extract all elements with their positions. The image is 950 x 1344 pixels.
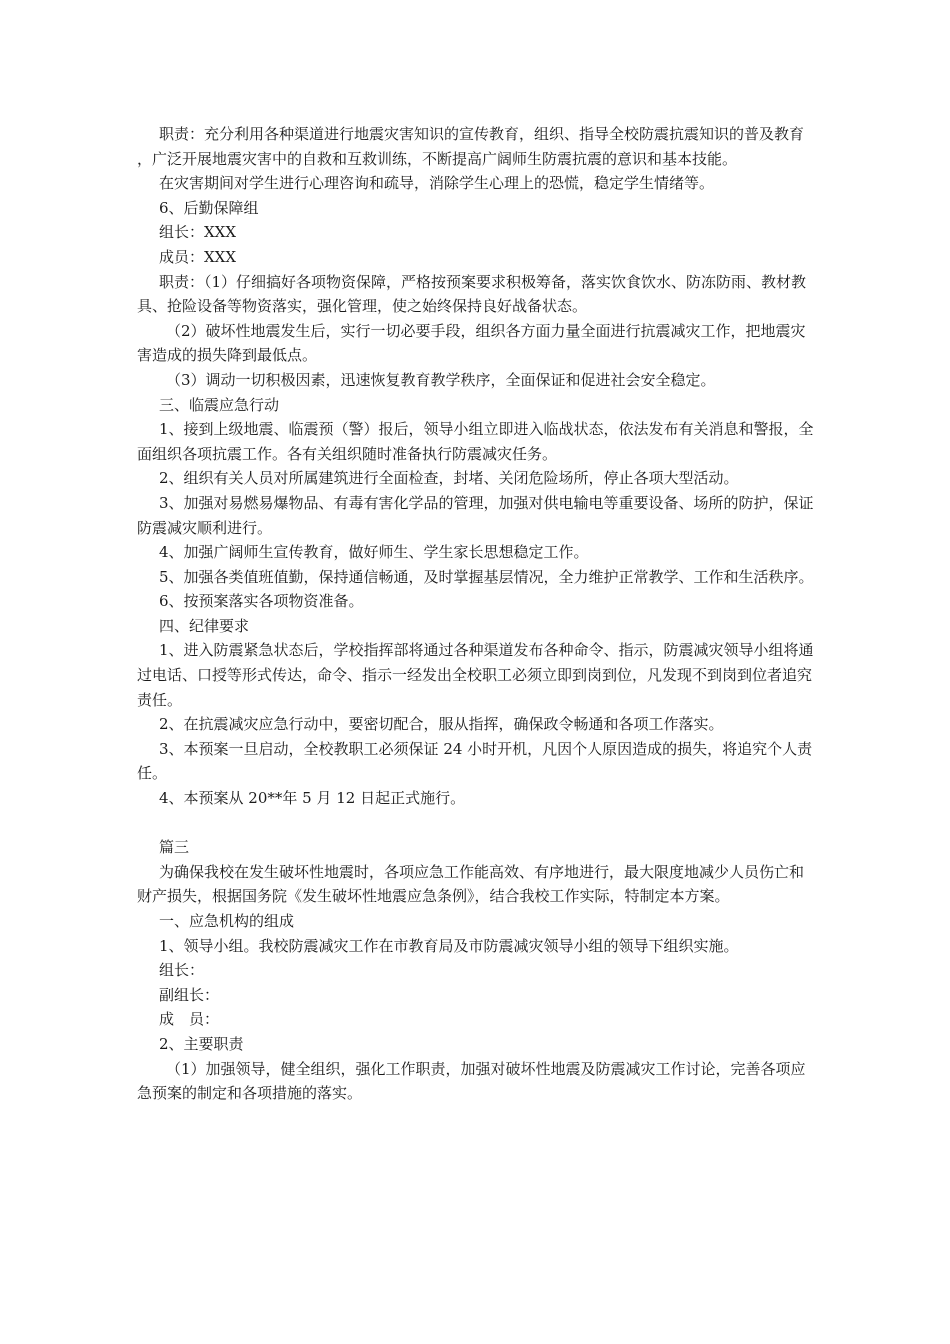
paragraph: 4、本预案从 20**年 5 月 12 日起正式施行。 [159,789,466,808]
paragraph: 职责：充分利用各种渠道进行地震灾害知识的宣传教育，组织、指导全校防震抗震知识的普及教育，广泛开展地震灾害中的自救和互救训练，不断提高广阔师生防震抗震的意识和基本技能。 [137,125,805,168]
paragraph: 4、加强广阔师生宣传教育，做好师生、学生家长思想稳定工作。 [159,543,589,562]
paragraph: 组长：XXX [159,223,237,242]
paragraph: 一、应急机构的组成 [159,912,295,930]
paragraph: 1、接到上级地震、临震预（警）报后，领导小组立即进入临战状态，依法发布有关消息和警报，全面组织各项抗震工作。各有关组织随时准备执行防震减灾任务。 [137,420,814,463]
paragraph: 5、加强各类值班值勤，保持通信畅通，及时掌握基层情况，全力维护正常教学、工作和生活秩序。 [159,567,814,586]
paragraph: 在灾害期间对学生进行心理咨询和疏导，消除学生心理上的恐慌，稳定学生情绪等。 [159,174,715,193]
paragraph: 1、领导小组。我校防震减灾工作在市教育局及市防震减灾领导小组的领导下组织实施。 [159,936,739,955]
paragraph: （2）破坏性地震发生后，实行一切必要手段，组织各方面力量全面进行抗震减灾工作，把地震灾害造成的损失降到最低点。 [137,321,806,365]
paragraph: 篇三 [159,838,190,857]
paragraph: 四、纪律要求 [159,616,250,635]
paragraph: 6、按预案落实各项物资准备。 [159,592,364,611]
paragraph: 2、在抗震减灾应急行动中，要密切配合，服从指挥，确保政令畅通和各项工作落实。 [159,715,724,734]
paragraph: 2、组织有关人员对所属建筑进行全面检查，封堵、关闭危险场所，停止各项大型活动。 [159,469,739,488]
paragraph: 3、本预案一旦启动，全校教职工必须保证 24 小时开机，凡因个人原因造成的损失，将追究个人责任。 [137,739,813,783]
paragraph: 成员：XXX [159,247,237,266]
paragraph: 成 员： [159,1010,220,1029]
paragraph: 为确保我校在发生破坏性地震时，各项应急工作能高效、有序地进行，最大限度地减少人员伤亡和财产损失，根据国务院《发生破坏性地震应急条例》，结合我校工作实际，特制定本方案。 [137,862,805,906]
paragraph: 1、进入防震紧急状态后，学校指挥部将通过各种渠道发布各种命令、指示，防震减灾领导小组将通过电话、口授等形式传达，命令、指示一经发出全校职工必须立即到岗到位，凡发现不到岗到位者追究责任。 [137,641,814,709]
paragraph: 职责：（1）仔细搞好各项物资保障，严格按预案要求积极筹备，落实饮食饮水、防冻防雨、教材教具、抢险设备等物资落实，强化管理，使之始终保持良好战备状态。 [137,272,807,316]
paragraph: （3）调动一切积极因素，迅速恢复教育教学秩序，全面保证和促进社会安全稳定。 [166,370,716,389]
blank-line [137,811,817,836]
paragraph: 副组长： [159,985,220,1004]
paragraph: （1）加强领导，健全组织，强化工作职责，加强对破坏性地震及防震减灾工作讨论，完善各项应急预案的制定和各项措施的落实。 [137,1059,806,1103]
paragraph: 3、加强对易燃易爆物品、有毒有害化学品的管理，加强对供电输电等重要设备、场所的防护，保证防震减灾顺利进行。 [137,493,814,537]
paragraph: 2、主要职责 [159,1034,244,1053]
paragraph: 组长： [159,961,205,980]
document-body [137,122,817,1106]
paragraph: 三、临震应急行动 [159,395,280,414]
paragraph: 6、后勤保障组 [159,198,259,217]
